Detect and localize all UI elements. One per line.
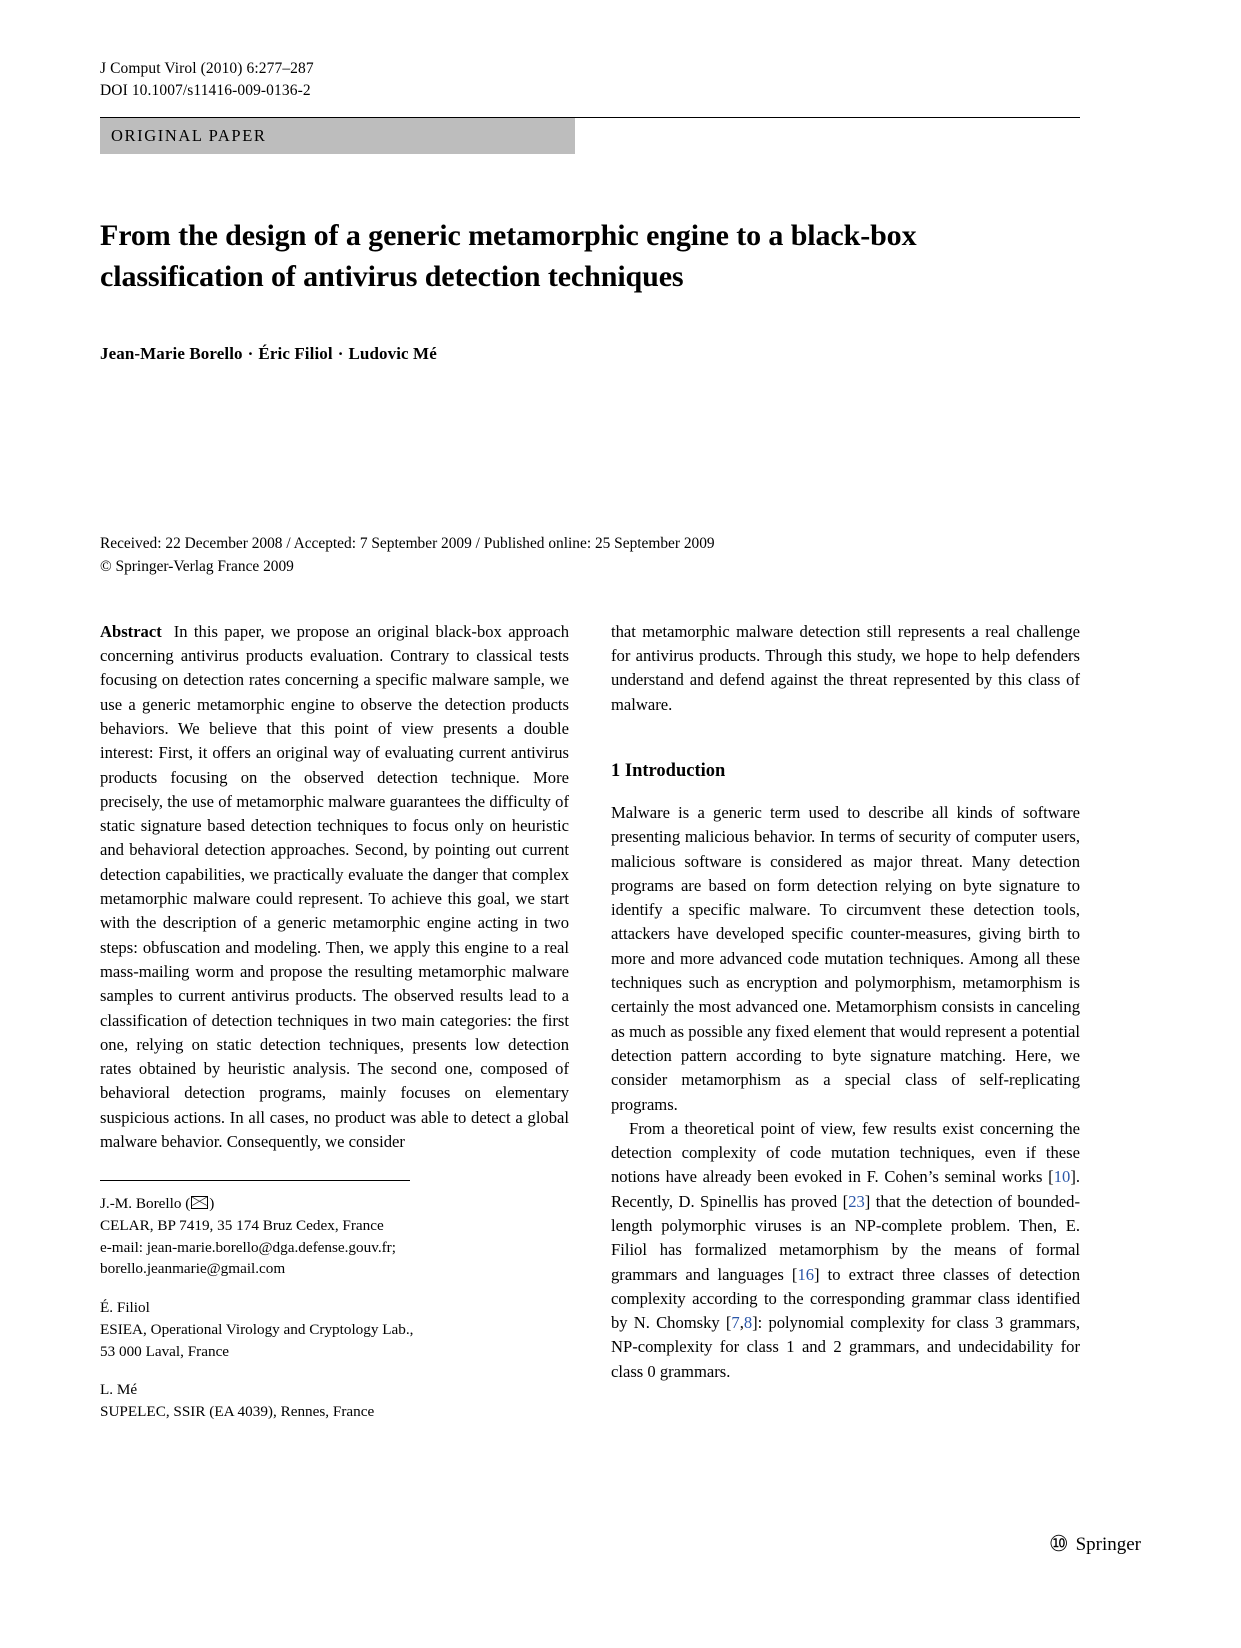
footnote-author-3 <box>100 1379 569 1422</box>
abstract-paragraph <box>100 620 569 1155</box>
footnote-author-2 <box>100 1297 569 1362</box>
footnote-line: e-mail: jean-marie.borello@dga.defense.gouv.fr; <box>100 1238 396 1256</box>
footnote-author-1 <box>100 1193 569 1280</box>
footnote-author-name: É. Filiol <box>100 1299 150 1317</box>
page-content <box>100 58 1080 1440</box>
citation-ref-16[interactable]: 16 <box>797 1264 815 1284</box>
citation-ref-7[interactable]: 7 <box>731 1313 740 1333</box>
author-separator: · <box>247 343 254 363</box>
right-column <box>611 620 1080 1440</box>
citation-comma: , <box>739 1313 744 1333</box>
intro-p2-part-b: ]. Recently, D. Spinellis has proved [ <box>611 1167 1080 1211</box>
received-accepted-line: Received: 22 December 2008 / Accepted: 7 September 2009 / Published online: 25 September 2009 <box>100 534 715 552</box>
envelope-icon <box>191 1196 208 1209</box>
abstract-text: In this paper, we propose an original black-box approach concerning antivirus products evaluation. Contrary to classical tests focusing on detection rates concerning a specific malware sample, we use a generic metamorphic engine to observe the detection products behaviors. We believe that this point of view presents a double interest: First, it offers an original way of evaluating current antivirus products focusing on the observed detection technique. More precisely, the use of metamorphic malware guarantees the difficulty of static signature based detection techniques to focus only on heuristic and behavioral detection approaches. Second, by pointing out current detection capabilities, we practically evaluate the danger that complex metamorphic malware could represent. To achieve this goal, we start with the description of a generic metamorphic engine acting in two steps: obfuscation and modeling. Then, we apply this engine to a real mass-mailing worm and propose the resulting metamorphic malware samples to current antivirus products. The observed results lead to a classification of detection techniques in two main categories: the first one, relying on static detection techniques, presents low detection rates obtained by heuristic analysis. The second one, composed of behavioral detection programs, mainly focuses on elementary suspicious actions. In all cases, no product was able to detect a global malware behavior. Consequently, we consider <box>100 621 569 1151</box>
abstract-label: Abstract <box>100 621 162 641</box>
footnote-line: borello.jeanmarie@gmail.com <box>100 1260 286 1278</box>
publication-dates <box>100 532 1080 578</box>
intro-paragraph-1: Malware is a generic term used to describe all kinds of software presenting malicious behavior. In terms of security of computer users, malicious software is considered as major threat. Many detection programs are based on form detection relying on byte signature to identify a specific malware. To circumvent these detection tools, attackers have developed specific counter-measures, giving birth to more and more advanced code mutation techniques. Among all these techniques such as encryption and polymorphism, metamorphism is certainly the most advanced one. Metamorphism consists in canceling as much as possible any fixed element that would represent a potential detection pattern according to byte signature matching. Here, we consider metamorphism as a special class of self-replicating programs. <box>611 802 1080 1114</box>
section-heading-introduction: 1 Introduction <box>611 760 726 781</box>
author-1: Jean-Marie Borello <box>100 343 243 363</box>
copyright-line: © Springer-Verlag France 2009 <box>100 557 294 575</box>
author-separator: · <box>337 343 344 363</box>
author-3: Ludovic Mé <box>348 343 437 363</box>
footnote-author-name: J.-M. Borello <box>100 1195 182 1213</box>
springer-mark-icon: ⑩ <box>1048 1531 1069 1556</box>
author-2: Éric Filiol <box>258 343 333 363</box>
footnote-name-row: J.-M. Borello ( ) <box>100 1195 215 1213</box>
footnote-author-name: L. Mé <box>100 1381 138 1399</box>
intro-paragraph-2 <box>611 1117 1080 1384</box>
footnote-line: 53 000 Laval, France <box>100 1342 230 1360</box>
footnote-line: CELAR, BP 7419, 35 174 Bruz Cedex, France <box>100 1217 384 1235</box>
left-column <box>100 620 569 1440</box>
journal-citation: J Comput Virol (2010) 6:277–287 <box>100 60 314 77</box>
two-column-body <box>100 620 1080 1440</box>
intro-p2-part-d: ] to extract three classes of detection complexity according to the corresponding grammar class identified by N. Chomsky [ <box>611 1264 1081 1333</box>
abstract-continuation: that metamorphic malware detection still represents a real challenge for antivirus products. Through this study, we hope to help defenders understand and defend against the threat represented by this class of malware. <box>611 621 1080 714</box>
paper-type-banner <box>100 118 575 154</box>
author-list <box>100 344 1080 364</box>
footnote-divider <box>100 1180 410 1181</box>
citation-ref-10[interactable]: 10 <box>1053 1167 1071 1187</box>
citation-ref-23[interactable]: 23 <box>848 1191 865 1211</box>
footnote-line: ESIEA, Operational Virology and Cryptology Lab., <box>100 1320 414 1338</box>
footnote-line: SUPELEC, SSIR (EA 4039), Rennes, France <box>100 1403 375 1421</box>
intro-p2-part-c: ] that the detection of bounded-length polymorphic viruses is an NP-complete problem. Then, E. Filiol has formalized metamorphism by the means of formal grammars and languages [ <box>611 1191 1080 1284</box>
paper-type-label: ORIGINAL PAPER <box>111 125 267 145</box>
intro-p2-part-a: From a theoretical point of view, few results exist concerning the detection complexity of code mutation techniques, even if these notions have already been evoked in F. Cohen’s seminal works [ <box>611 1118 1080 1187</box>
journal-reference <box>100 58 1080 103</box>
intro-p2-part-e: ]: polynomial complexity for class 3 grammars, NP-complexity for class 1 and 2 grammars, and undecidability for class 0 grammars. <box>611 1313 1080 1381</box>
publisher-logo <box>1048 1531 1141 1556</box>
doi-line: DOI 10.1007/s11416-009-0136-2 <box>100 82 311 100</box>
citation-ref-8[interactable]: 8 <box>743 1313 753 1333</box>
publisher-name: Springer <box>1075 1534 1141 1555</box>
page-title: From the design of a generic metamorphic engine to a black-box classification of antivirus detection techniques <box>100 218 917 293</box>
